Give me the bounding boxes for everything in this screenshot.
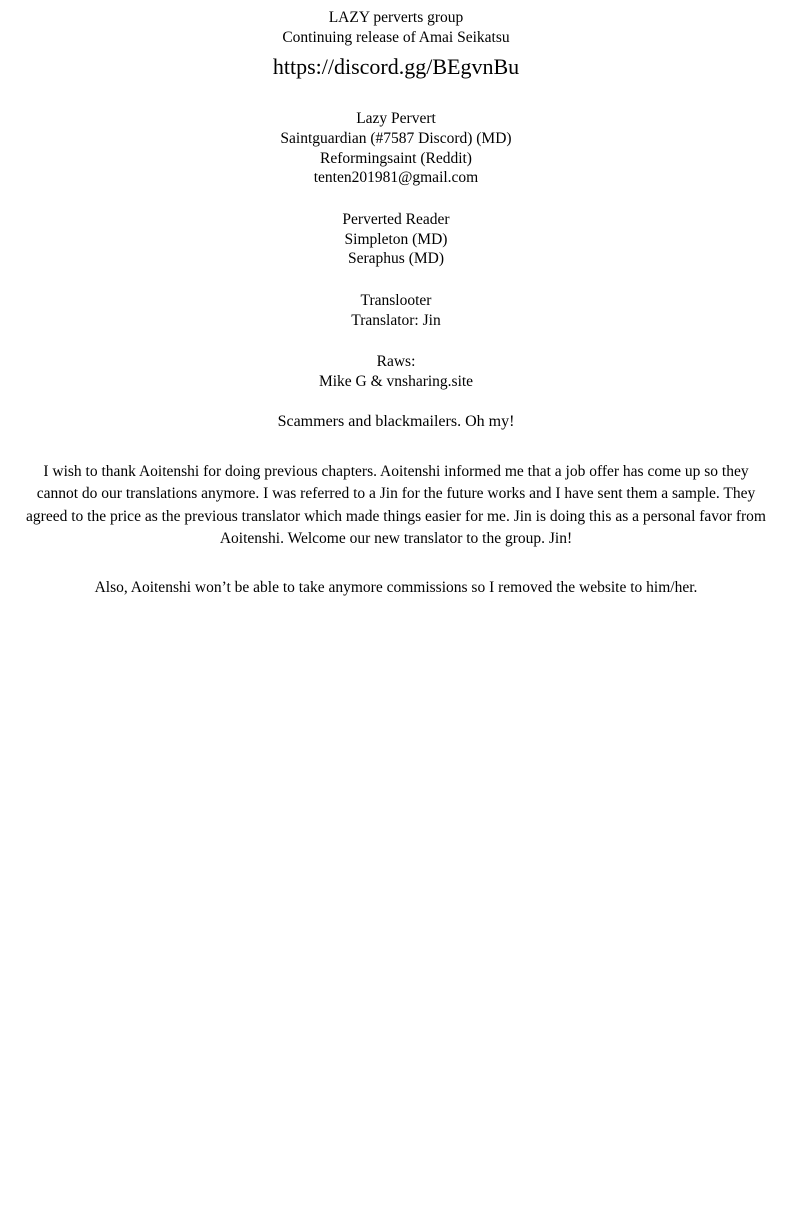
credit-member: Mike G & vnsharing.site [318,372,474,390]
credit-group-lazy-pervert [22,109,770,188]
discord-invite-link[interactable]: https://discord.gg/BEgvnBu [272,54,520,80]
credit-role: Raws: [376,353,416,371]
note-paragraph-2: Also, Aoitenshi won’t be able to take anymore commissions so I removed the website to him/her. [94,578,698,596]
group-name: LAZY perverts group [328,9,464,26]
spacer [22,269,770,291]
credit-member: Simpleton (MD) [344,230,448,248]
spacer [22,551,770,577]
credit-role: Perverted Reader [342,210,450,228]
credit-member-email[interactable]: tenten201981@gmail.com [313,169,479,187]
spacer [22,330,770,352]
tagline: Scammers and blackmailers. Oh my! [277,412,515,430]
spacer [22,83,770,109]
spacer [22,431,770,461]
credit-member: Reformingsaint (Reddit) [320,149,472,167]
release-subtitle: Continuing release of Amai Seikatsu [282,28,510,46]
spacer [22,188,770,210]
credit-group-perverted-reader [22,210,770,269]
credit-role: Translooter [360,291,432,309]
credit-member: Seraphus (MD) [348,250,444,268]
credit-member: Saintguardian (#7587 Discord) (MD) [280,129,512,147]
credit-role: Lazy Pervert [356,110,436,128]
credit-member: Translator: Jin [351,311,441,329]
note-paragraph-1: I wish to thank Aoitenshi for doing previous chapters. Aoitenshi informed me that a job offer has come up so they cannot do our translations anymore. I was referred to a Jin for the future works and I have sent them a sample. They agreed to the price as the previous translator which made things easier for me. Jin is doing this as a personal favor from Aoitenshi. Welcome our new translator to the group. Jin! [26,462,766,548]
credit-group-translooter [22,291,770,330]
credit-group-raws [22,352,770,391]
spacer [22,392,770,413]
header-block [22,8,770,83]
